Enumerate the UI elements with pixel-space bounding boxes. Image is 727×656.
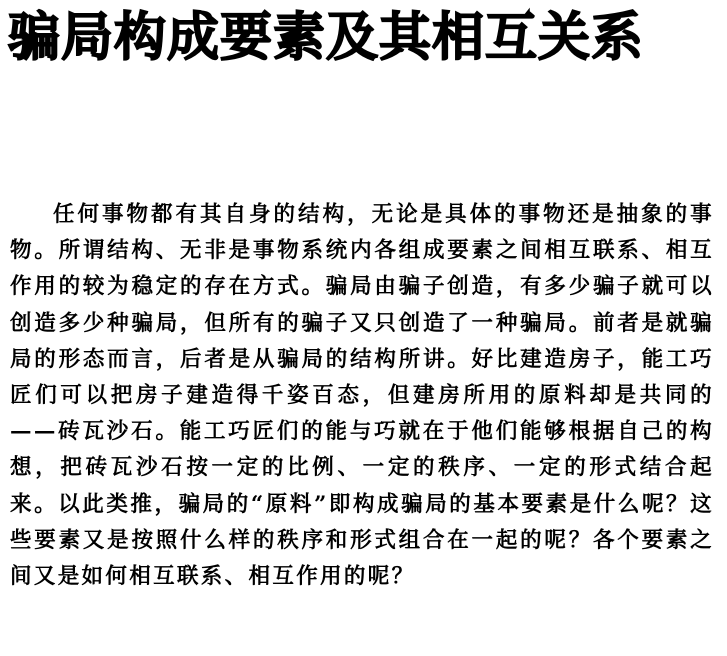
body-paragraph: 任何事物都有其自身的结构，无论是具体的事物还是抽象的事物。所谓结构、无非是事物系统内各组成要素之间相互联系、相互作用的较为稳定的存在方式。骗局由骗子创造，有多少骗子就可以创造多少种骗局，但所有的骗子又只创造了一种骗局。前者是就骗局的形态而言，后者是从骗局的结构所讲。好比建造房子，能工巧匠们可以把房子建造得千姿百态，但建房所用的原料却是共同的——砖瓦沙石。能工巧匠们的能与巧就在于他们能够根据自己的构想，把砖瓦沙石按一定的比例、一定的秩序、一定的形式结合起来。以此类推，骗局的“原料”即构成骗局的基本要素是什么呢？这些要素又是按照什么样的秩序和形式组合在一起的呢？各个要素之间又是如何相互联系、相互作用的呢？ [10, 202, 714, 590]
section-title: 骗局构成要素及其相互关系 [8, 8, 645, 68]
